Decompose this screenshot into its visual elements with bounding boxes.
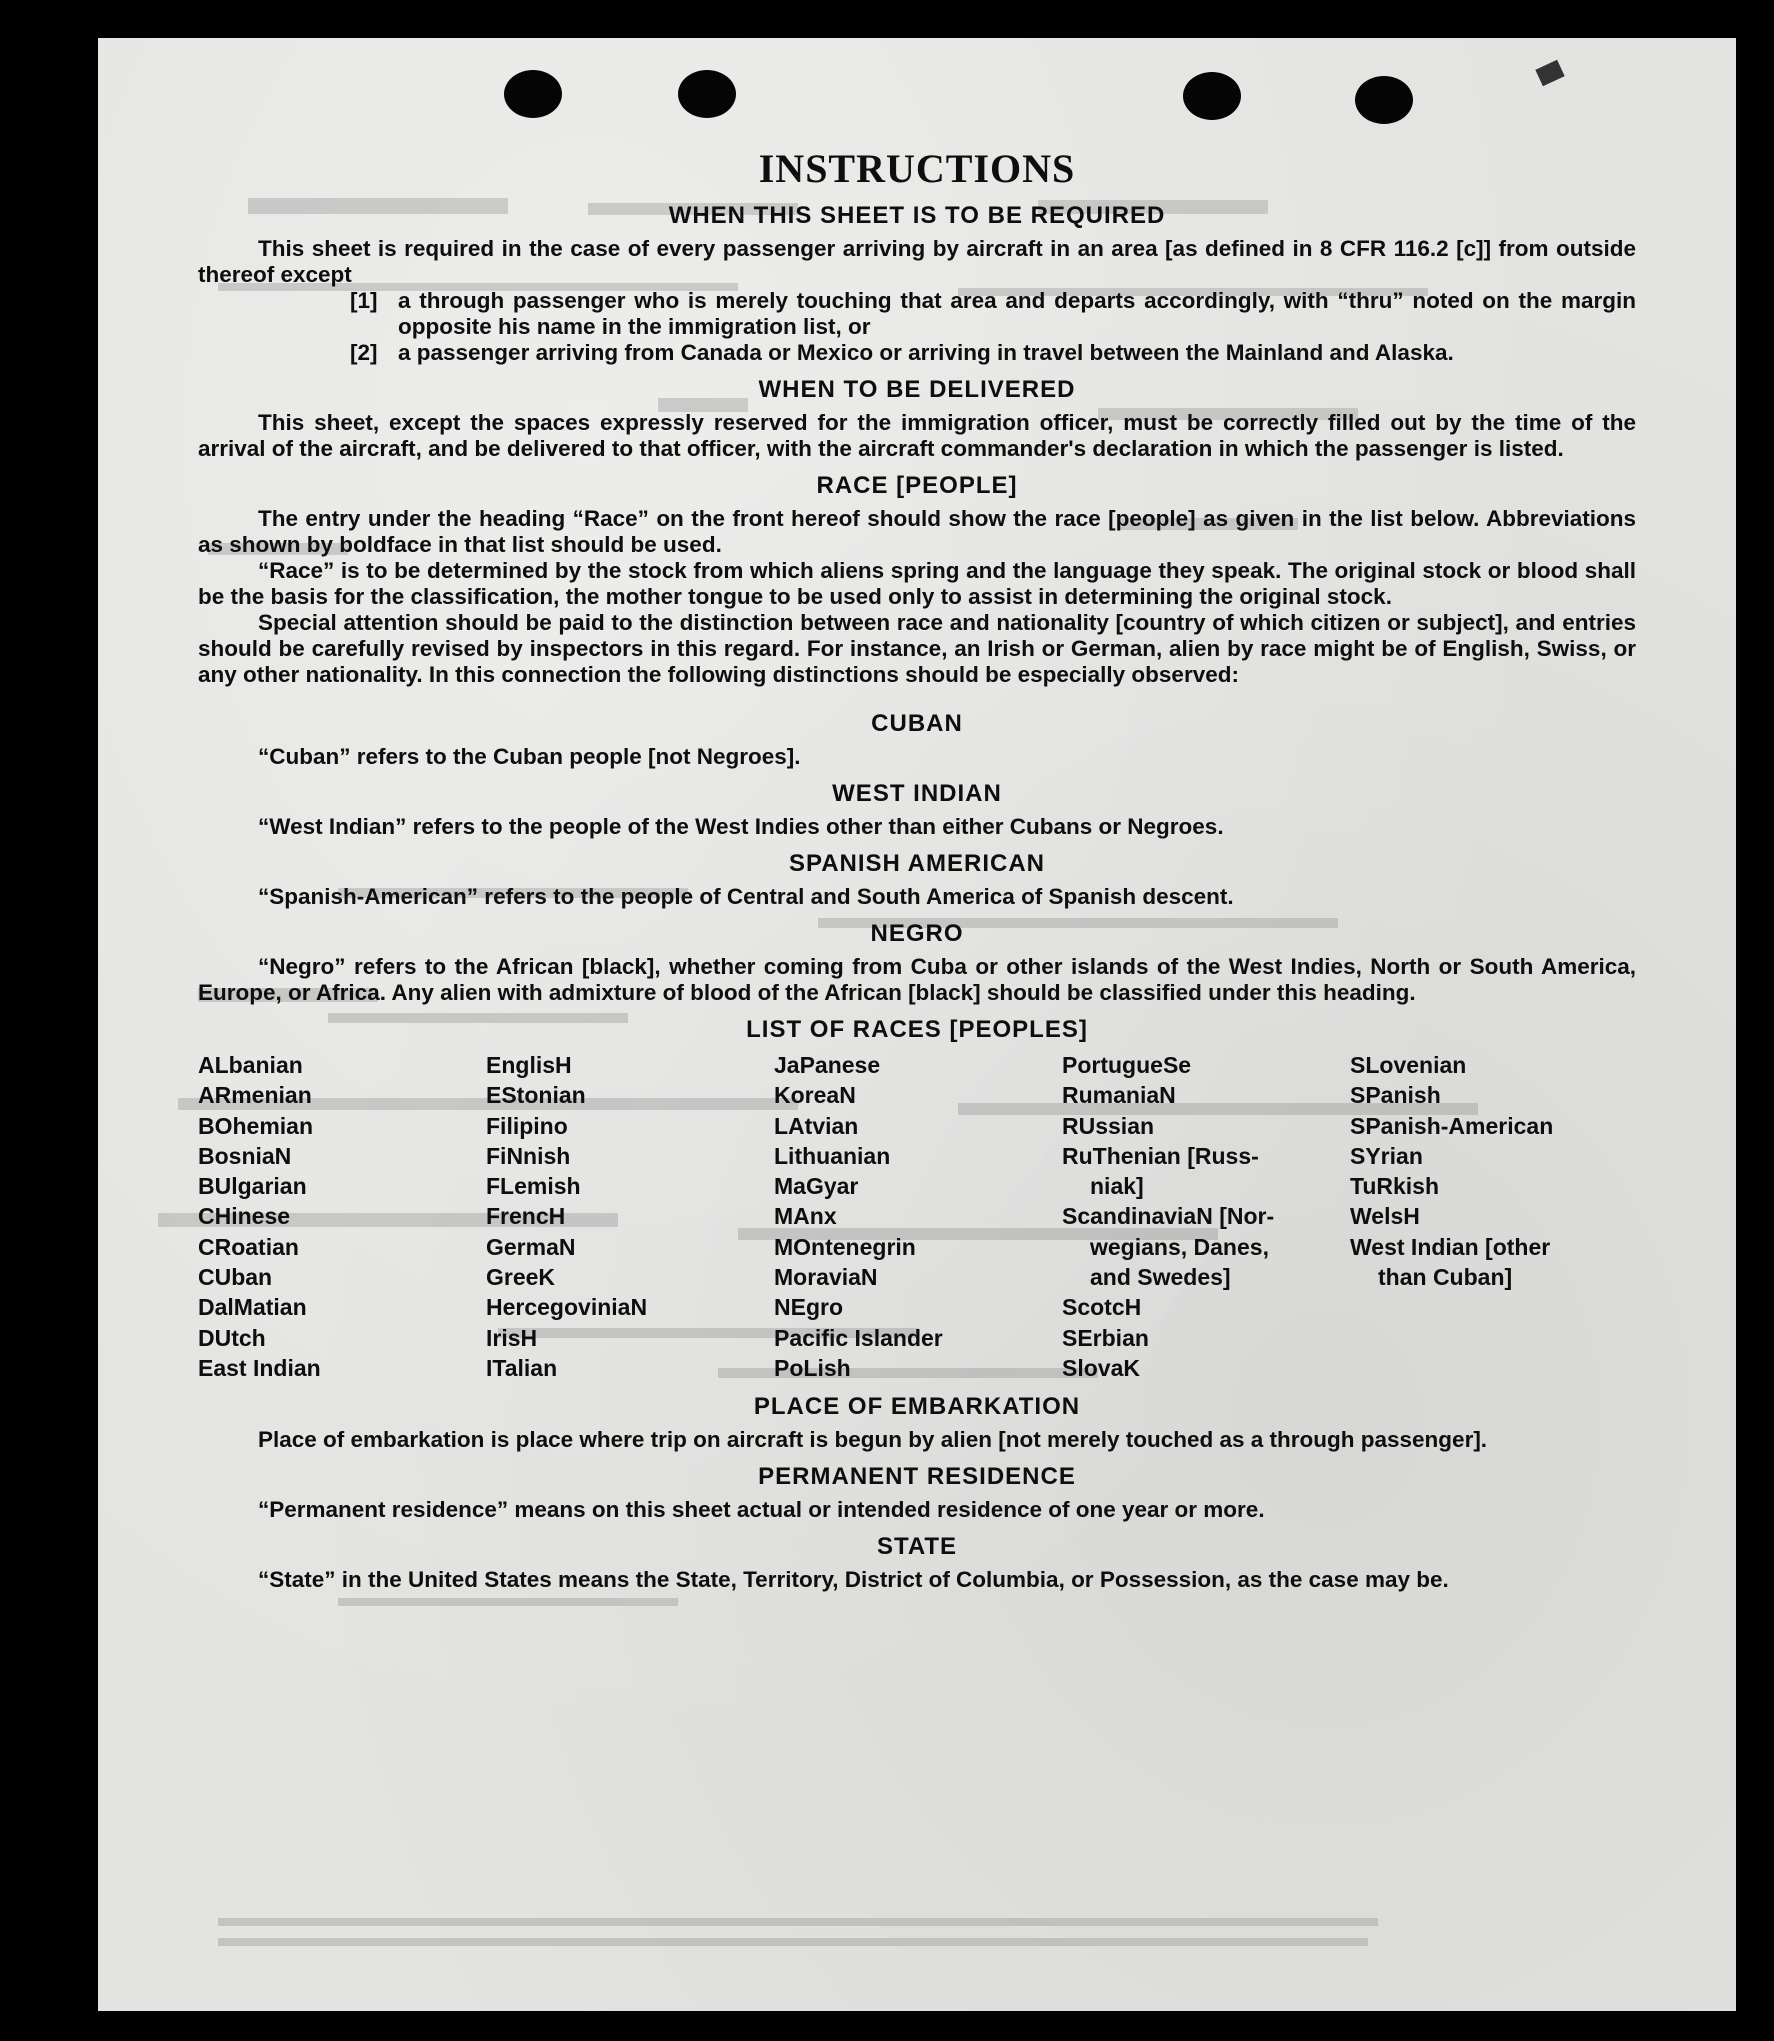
exception-number: [1] xyxy=(350,288,378,313)
races-column xyxy=(1062,1050,1350,1383)
race-item: DalMatian xyxy=(198,1294,307,1321)
races-column xyxy=(1350,1050,1636,1383)
race-item: MOntenegrin xyxy=(774,1233,916,1260)
races-column xyxy=(774,1050,1062,1383)
race-item: West Indian [other xyxy=(1350,1233,1551,1260)
race-item: CUban xyxy=(198,1264,273,1291)
race-item: SPanish-American xyxy=(1350,1112,1554,1139)
race-item: East Indian xyxy=(198,1354,321,1381)
section-heading-west-indian: WEST INDIAN xyxy=(832,780,1002,807)
race-item: IrisH xyxy=(486,1324,538,1351)
race-item: TuRkish xyxy=(1350,1173,1440,1200)
race-item: CRoatian xyxy=(198,1233,299,1260)
state-text: “State” in the United States means the State, Territory, District of Columbia, or Possession, as the case may be. xyxy=(258,1567,1449,1593)
ink-mark xyxy=(1535,60,1564,86)
section-heading-required: WHEN THIS SHEET IS TO BE REQUIRED xyxy=(668,202,1166,229)
race-item: HercegoviniaN xyxy=(486,1294,648,1321)
delivered-text: This sheet, except the spaces expressly reserved for the immigration officer, must be correctly filled out by the time of the arrival of the aircraft, and be delivered to that officer, with the aircraft commander's declaration in which the passenger is listed. xyxy=(198,410,1636,461)
race-item: WelsH xyxy=(1350,1203,1420,1230)
page-title: INSTRUCTIONS xyxy=(758,146,1076,191)
race-item: FiNnish xyxy=(486,1142,571,1169)
section-heading-races-list: LIST OF RACES [PEOPLES] xyxy=(746,1016,1088,1043)
race-item: JaPanese xyxy=(774,1052,881,1078)
exception-text: a passenger arriving from Canada or Mexico or arriving in travel between the Mainland and Alaska. xyxy=(398,340,1454,365)
punch-hole xyxy=(1355,76,1413,124)
race-item: PoLish xyxy=(774,1354,851,1381)
section-heading-spanish-american: SPANISH AMERICAN xyxy=(788,850,1045,877)
punch-hole xyxy=(1183,72,1241,120)
races-column xyxy=(198,1050,486,1383)
race-item-continued: than Cuban] xyxy=(1378,1264,1513,1291)
race-item: EnglisH xyxy=(486,1052,572,1078)
race-item: CHinese xyxy=(198,1203,291,1230)
race-item: SErbian xyxy=(1062,1324,1149,1351)
race-item: SlovaK xyxy=(1062,1354,1140,1381)
residence-text: “Permanent residence” means on this sheet actual or intended residence of one year or more. xyxy=(258,1497,1265,1523)
race-item: FrencH xyxy=(486,1203,566,1230)
race-item: MoraviaN xyxy=(774,1264,878,1291)
race-item: ScandinaviaN [Nor- xyxy=(1062,1203,1275,1230)
race-item: KoreaN xyxy=(774,1082,856,1109)
exception-text: a through passenger who is merely touching that area and departs accordingly, with “thru” noted on the margin opposite his name in the immigration list, or xyxy=(398,288,1636,339)
race-item: ALbanian xyxy=(198,1052,303,1078)
cuban-text: “Cuban” refers to the Cuban people [not Negroes]. xyxy=(258,744,801,769)
section-heading-embarkation: PLACE OF EMBARKATION xyxy=(753,1393,1081,1421)
embarkation-text: Place of embarkation is place where trip on aircraft is begun by alien [not merely touched as a through passenger]. xyxy=(258,1427,1488,1453)
race-item: BUlgarian xyxy=(198,1173,307,1200)
race-item: NEgro xyxy=(774,1294,843,1321)
race-item: ITalian xyxy=(486,1354,558,1381)
exception-number: [2] xyxy=(350,340,378,365)
race-paragraph: Special attention should be paid to the distinction between race and nationality [country of which citizen or subject], and entries should be carefully revised by inspectors in this regard. For instance, an Irish or German, alien by race might be of English, Swiss, or any other nationality. In this connection the following distinctions should be especially observed: xyxy=(198,610,1636,687)
race-item: EStonian xyxy=(486,1082,586,1109)
race-paragraph: “Race” is to be determined by the stock from which aliens spring and the language they speak. The original stock or blood shall be the basis for the classification, the mother tongue to be used only to assist in determining the original stock. xyxy=(198,558,1636,609)
section-heading-state: STATE xyxy=(876,1533,958,1561)
race-item-continued: niak] xyxy=(1090,1173,1144,1200)
section-heading-race: RACE [PEOPLE] xyxy=(816,472,1018,499)
race-item: MaGyar xyxy=(774,1173,859,1200)
races-column xyxy=(486,1050,774,1383)
punch-hole xyxy=(504,70,562,118)
spanish-american-text: “Spanish-American” refers to the people of Central and South America of Spanish descent. xyxy=(258,884,1234,909)
document-sheet xyxy=(98,38,1736,2011)
race-item-continued: wegians, Danes, xyxy=(1090,1233,1269,1260)
race-item: Filipino xyxy=(486,1112,568,1139)
race-item: SYrian xyxy=(1350,1142,1423,1169)
race-item: SLovenian xyxy=(1350,1052,1467,1078)
race-paragraph: The entry under the heading “Race” on the front hereof should show the race [people] as given in the list below. Abbreviations as shown by boldface in that list should be used. xyxy=(198,506,1636,557)
section-heading-cuban: CUBAN xyxy=(871,710,963,737)
section-heading-residence: PERMANENT RESIDENCE xyxy=(758,1463,1076,1491)
race-item: MAnx xyxy=(774,1203,837,1230)
races-list xyxy=(198,1050,1636,1383)
section-heading-delivered: WHEN TO BE DELIVERED xyxy=(758,376,1076,403)
negro-text: “Negro” refers to the African [black], whether coming from Cuba or other islands of the West Indies, North or South America, Europe, or Africa. Any alien with admixture of blood of the African [black] should be classified under this heading. xyxy=(198,954,1636,1005)
race-item: ScotcH xyxy=(1062,1294,1142,1321)
race-item: Pacific Islander xyxy=(774,1324,943,1351)
race-item: GermaN xyxy=(486,1233,576,1260)
race-item: FLemish xyxy=(486,1173,581,1200)
exception-item-2 xyxy=(198,340,1636,366)
race-item-continued: and Swedes] xyxy=(1090,1264,1231,1291)
race-item: GreeK xyxy=(486,1264,556,1291)
instructions-content xyxy=(198,146,1636,1593)
west-indian-text: “West Indian” refers to the people of the West Indies other than either Cubans or Negroes. xyxy=(258,814,1224,839)
race-item: DUtch xyxy=(198,1324,266,1351)
punch-hole xyxy=(678,70,736,118)
race-item: RumaniaN xyxy=(1062,1082,1176,1109)
race-item: PortugueSe xyxy=(1062,1052,1192,1078)
race-item: Lithuanian xyxy=(774,1142,891,1169)
exception-item-1 xyxy=(198,288,1636,340)
required-intro: This sheet is required in the case of every passenger arriving by aircraft in an area [as defined in 8 CFR 116.2 [c]] from outside thereof except xyxy=(198,236,1636,287)
race-item: BOhemian xyxy=(198,1112,314,1139)
race-item: SPanish xyxy=(1350,1082,1441,1109)
race-item: LAtvian xyxy=(774,1112,859,1139)
race-item: RUssian xyxy=(1062,1112,1155,1139)
race-item: RuThenian [Russ- xyxy=(1062,1142,1259,1169)
race-item: BosniaN xyxy=(198,1142,292,1169)
race-item: ARmenian xyxy=(198,1082,312,1109)
section-heading-negro: NEGRO xyxy=(870,920,964,947)
